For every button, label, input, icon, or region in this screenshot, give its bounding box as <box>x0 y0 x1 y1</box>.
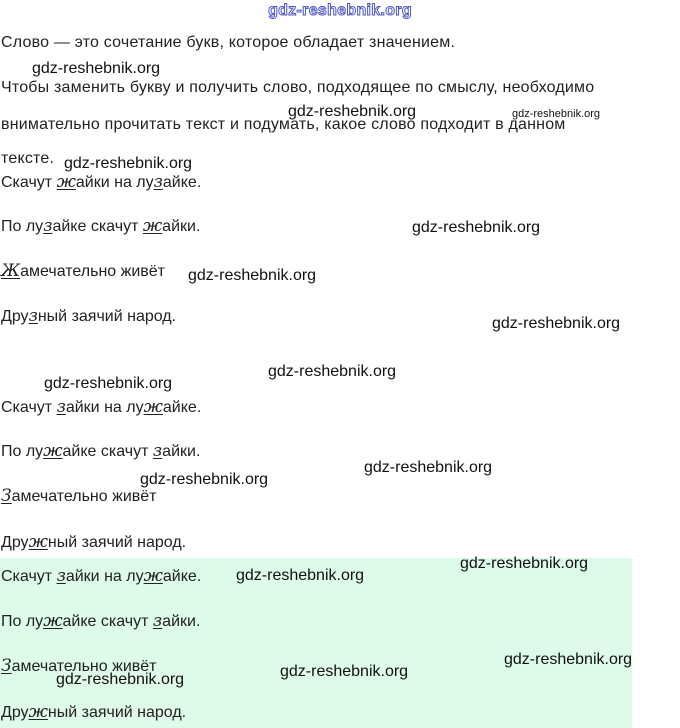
watermark: gdz-reshebnik.org <box>364 459 493 476</box>
text-part: айке скачут <box>52 218 143 235</box>
text-part: Скачут <box>1 568 57 585</box>
text-part: Дру <box>1 534 29 551</box>
replaced-letter: ж <box>56 172 76 192</box>
original-line-3 <box>1 261 165 281</box>
watermark: gdz-reshebnik.org <box>492 315 621 332</box>
answer-line-1 <box>1 566 201 586</box>
text-part: айке. <box>162 399 202 416</box>
replaced-letter: З <box>1 656 12 676</box>
replaced-letter: Ж <box>1 261 21 281</box>
text-part: Скачут <box>1 174 57 191</box>
replaced-letter: ж <box>43 611 63 631</box>
watermark: gdz-reshebnik.org <box>236 567 365 584</box>
text-part: Дру <box>1 308 29 325</box>
text-part: ный заячий народ. <box>47 704 187 721</box>
original-line-1 <box>1 172 201 192</box>
watermark: gdz-reshebnik.org <box>32 60 161 77</box>
watermark: gdz-reshebnik.org <box>288 103 417 120</box>
text-part: айке. <box>162 174 202 191</box>
replaced-letter: ж <box>28 532 48 552</box>
text-part: айки на лу <box>65 399 144 416</box>
text-part: айки. <box>162 218 201 235</box>
replaced-letter: з <box>56 566 66 586</box>
text-part: Скачут <box>1 399 57 416</box>
watermark: gdz-reshebnik.org <box>56 671 185 688</box>
text-part: айке скачут <box>62 613 153 630</box>
text-part: амечательно живёт <box>20 263 165 280</box>
replaced-letter: ж <box>142 216 163 236</box>
watermark: gdz-reshebnik.org <box>188 267 317 284</box>
text-part: По лу <box>1 218 44 235</box>
original-line-2 <box>1 216 200 236</box>
replaced-letter: З <box>1 486 12 506</box>
replaced-letter: з <box>153 172 163 192</box>
corrected-line-4 <box>1 532 186 552</box>
corrected-line-2 <box>1 441 200 461</box>
replaced-letter: ж <box>143 566 163 586</box>
text-part: ный заячий народ. <box>47 534 187 551</box>
replaced-letter: з <box>43 216 53 236</box>
original-line-4 <box>1 306 176 326</box>
replaced-letter: з <box>56 397 66 417</box>
text-part: айке. <box>162 568 202 585</box>
text-part: айки на лу <box>75 174 154 191</box>
intro-line-1: Слово — это сочетание букв, которое обладает значением. <box>1 34 456 51</box>
text-part: айке скачут <box>62 443 153 460</box>
watermark: gdz-reshebnik.org <box>512 108 601 120</box>
intro-line-3: внимательно прочитать текст и подумать, какое слово подходит в данном <box>1 116 566 133</box>
text-part: амечательно живёт <box>11 488 157 505</box>
watermark: gdz-reshebnik.org <box>64 155 193 172</box>
text-part: айки. <box>162 443 201 460</box>
replaced-letter: з <box>28 306 38 326</box>
text-part: По лу <box>1 443 44 460</box>
header-watermark: gdz-reshebnik.org <box>268 2 412 19</box>
text-part: По лу <box>1 613 44 630</box>
intro-line-4: тексте. <box>1 150 55 167</box>
replaced-letter: ж <box>43 441 63 461</box>
replaced-letter: з <box>152 611 163 631</box>
replaced-letter: ж <box>143 397 163 417</box>
answer-line-2 <box>1 611 200 631</box>
intro-line-2: Чтобы заменить букву и получить слово, подходящее по смыслу, необходимо <box>1 79 595 96</box>
watermark: gdz-reshebnik.org <box>460 555 589 572</box>
answer-line-4 <box>1 702 186 722</box>
replaced-letter: ж <box>28 702 48 722</box>
watermark: gdz-reshebnik.org <box>504 651 633 668</box>
watermark: gdz-reshebnik.org <box>412 219 541 236</box>
corrected-line-3 <box>1 486 156 506</box>
watermark: gdz-reshebnik.org <box>44 375 173 392</box>
watermark: gdz-reshebnik.org <box>140 471 269 488</box>
replaced-letter: з <box>152 441 163 461</box>
watermark: gdz-reshebnik.org <box>280 663 409 680</box>
corrected-line-1 <box>1 397 201 417</box>
watermark: gdz-reshebnik.org <box>268 363 397 380</box>
text-part: Дру <box>1 704 29 721</box>
text-part: амечательно живёт <box>11 658 157 675</box>
text-part: айки на лу <box>65 568 144 585</box>
text-part: айки. <box>162 613 201 630</box>
text-part: ный заячий народ. <box>37 308 177 325</box>
